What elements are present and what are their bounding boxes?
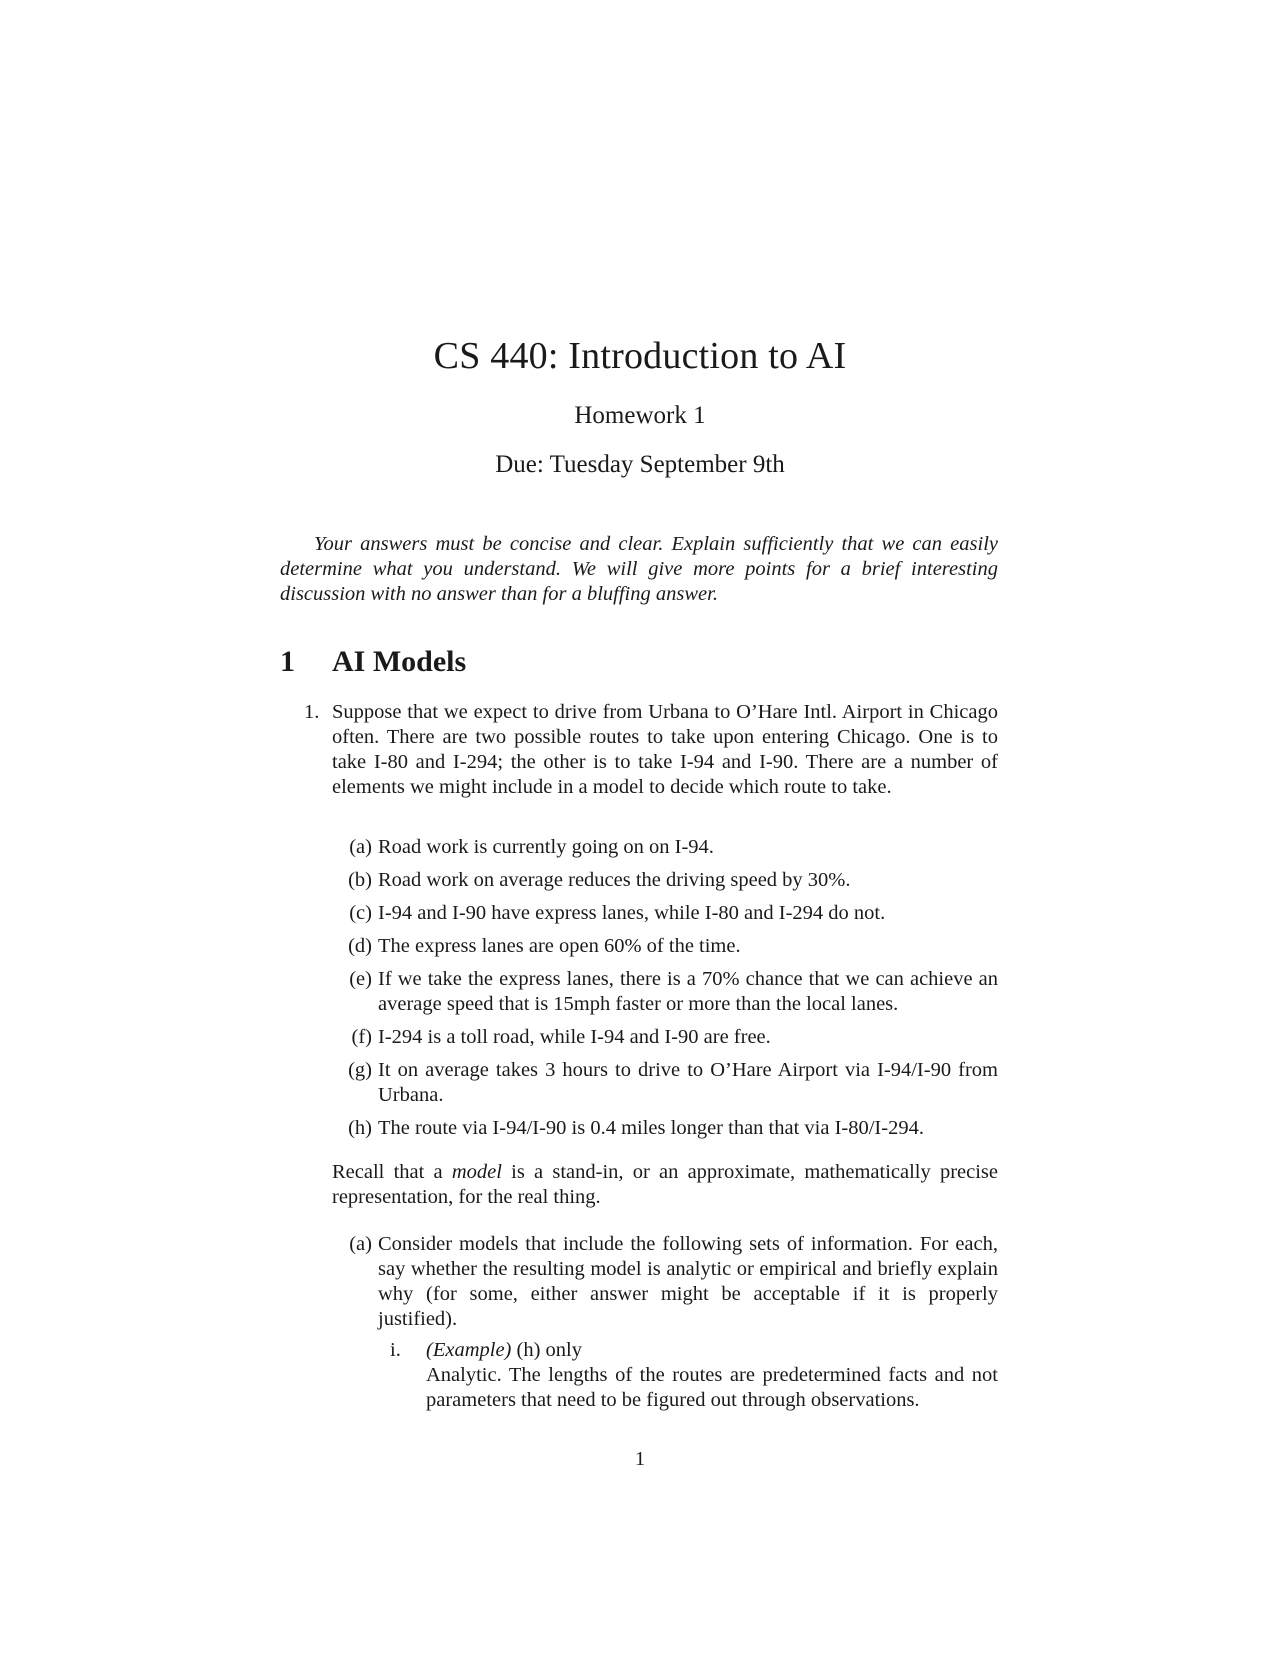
list-item bbox=[332, 967, 998, 1017]
part-label: (a) bbox=[349, 1233, 372, 1255]
item-text: If we take the express lanes, there is a 70% chance that we can achieve an average speed that is 15mph faster or more than the local lanes. bbox=[378, 968, 998, 1015]
section-title: AI Models bbox=[332, 645, 467, 678]
part-a bbox=[332, 1232, 998, 1413]
item-text: Road work on average reduces the driving speed by 30%. bbox=[378, 869, 851, 891]
part-text: Consider models that include the following sets of information. For each, say whether the resulting model is analytic or empirical and briefly explain why (for some, either answer might be acceptable if it is properly justified). bbox=[378, 1233, 998, 1330]
instructions-paragraph: Your answers must be concise and clear. Explain sufficiently that we can easily determine what you understand. We will give more points for a brief interesting discussion with no answer than for a bluffing answer. bbox=[280, 533, 998, 605]
item-label: (h) bbox=[348, 1117, 372, 1139]
recall-text-end: is a stand-in, or an approximate, mathematically precise representation, for the real thing. bbox=[332, 1161, 998, 1208]
list-item bbox=[332, 1058, 998, 1108]
section-number: 1 bbox=[280, 645, 295, 678]
subpart-heading bbox=[426, 1338, 998, 1363]
item-label: (g) bbox=[348, 1059, 372, 1081]
homework-label: Homework 1 bbox=[574, 402, 706, 429]
item-text: Road work is currently going on on I-94. bbox=[378, 836, 714, 858]
document-title: CS 440: Introduction to AI bbox=[433, 335, 847, 377]
item-label: (d) bbox=[348, 935, 372, 957]
question-number: 1. bbox=[304, 701, 320, 723]
list-item bbox=[332, 1116, 998, 1141]
list-item bbox=[332, 1025, 998, 1050]
item-text: It on average takes 3 hours to drive to O’Hare Airport via I-94/I-90 from Urbana. bbox=[378, 1059, 998, 1106]
recall-paragraph bbox=[332, 1160, 998, 1210]
item-text: The route via I-94/I-90 is 0.4 miles longer than that via I-80/I-294. bbox=[378, 1117, 924, 1139]
list-item bbox=[332, 868, 998, 893]
recall-text-start: Recall that a bbox=[332, 1161, 452, 1183]
list-item bbox=[332, 901, 998, 926]
question-text: Suppose that we expect to drive from Urbana to O’Hare Intl. Airport in Chicago often. There are two possible routes to take upon entering Chicago. One is to take I-80 and I-294; the other is to take I-94 and I-90. There are a number of elements we might include in a model to decide which route to take. bbox=[332, 701, 998, 798]
list-item bbox=[332, 835, 998, 860]
section-heading bbox=[280, 645, 466, 679]
item-label: (f) bbox=[351, 1026, 372, 1048]
example-tag: (Example) bbox=[426, 1339, 512, 1361]
subpart-answer: Analytic. The lengths of the routes are predetermined facts and not parameters that need to be figured out through observations. bbox=[426, 1364, 998, 1411]
item-text: The express lanes are open 60% of the time. bbox=[378, 935, 741, 957]
item-label: (e) bbox=[349, 968, 372, 990]
item-label: (c) bbox=[349, 902, 372, 924]
list-item bbox=[332, 934, 998, 959]
model-elements-list bbox=[332, 835, 998, 1149]
subpart-heading-text: (h) only bbox=[511, 1339, 582, 1361]
model-emphasis: model bbox=[451, 1161, 502, 1183]
item-text: I-94 and I-90 have express lanes, while I-80 and I-294 do not. bbox=[378, 902, 886, 924]
subpart-label: i. bbox=[390, 1339, 401, 1361]
subpart-i bbox=[378, 1338, 998, 1413]
question-1 bbox=[304, 700, 998, 800]
item-label: (a) bbox=[349, 836, 372, 858]
page-number: 1 bbox=[634, 1448, 646, 1470]
item-text: I-294 is a toll road, while I-94 and I-90 are free. bbox=[378, 1026, 771, 1048]
due-date: Due: Tuesday September 9th bbox=[495, 451, 785, 478]
item-label: (b) bbox=[348, 869, 372, 891]
question-parts bbox=[332, 1232, 998, 1421]
